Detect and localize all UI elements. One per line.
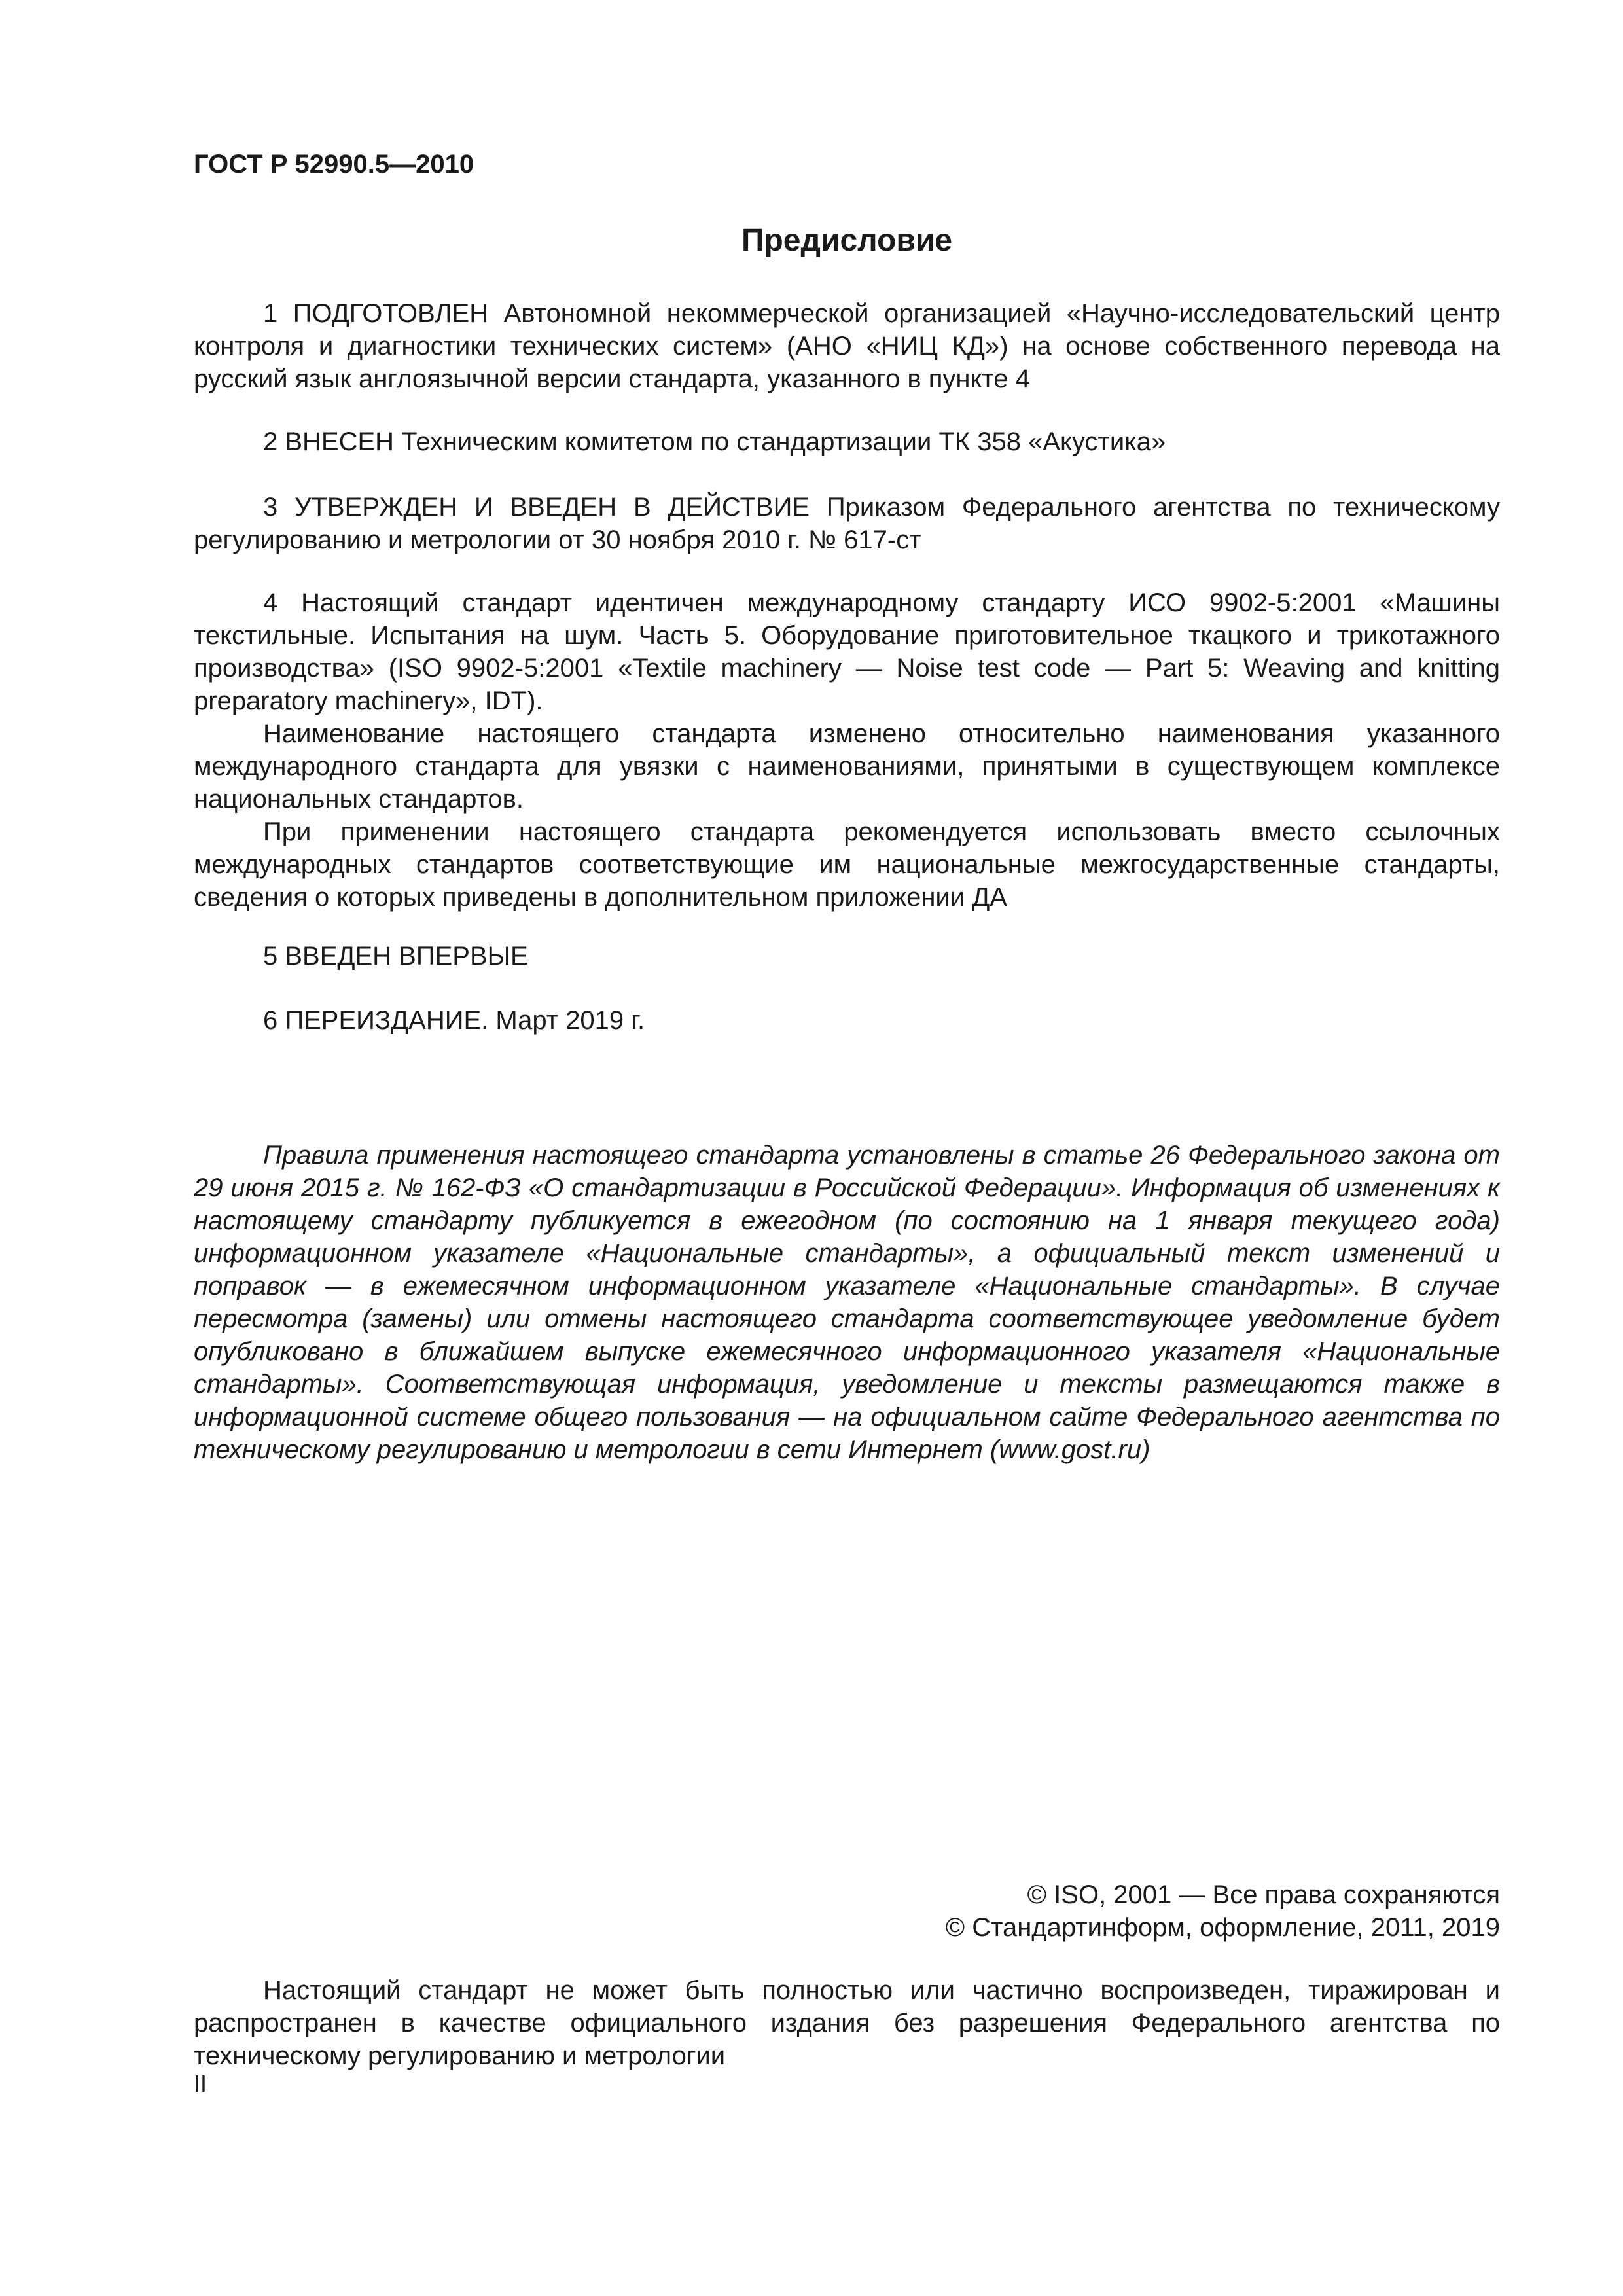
foreword-item-4 [194, 586, 1500, 914]
disclaimer-text: Настоящий стандарт не может быть полностью или частично воспроизведен, тиражирован и распространен в качестве официального издания без разрешения Федерального агентства по техническому регулированию и метрологии [194, 1976, 1500, 2070]
foreword-item-6 [194, 1004, 1500, 1037]
foreword-item-3 [194, 491, 1500, 556]
page-number: II [194, 2070, 207, 2097]
foreword-item-text: 2 ВНЕСЕН Техническим комитетом по стандартизации ТК 358 «Акустика» [263, 427, 1166, 456]
copyright-standartinform: © Стандартинформ, оформление, 2011, 2019 [945, 1913, 1500, 1942]
foreword-item-2 [194, 425, 1500, 458]
document-code: ГОСТ Р 52990.5—2010 [194, 150, 474, 179]
application-rules-notice [194, 1139, 1500, 1466]
foreword-item-text: 6 ПЕРЕИЗДАНИЕ. Март 2019 г. [263, 1006, 645, 1035]
foreword-item-1 [194, 297, 1500, 395]
foreword-item-text: 1 ПОДГОТОВЛЕН Автономной некоммерческой организацией «Научно-исследовательский центр контроля и диагностики технических систем» (АНО «НИЦ КД») на основе собственного перевода на русский язык англоязычной версии стандарта, указанного в пункте 4 [194, 299, 1500, 393]
foreword-item-4-paragraph: Наименование настоящего стандарта изменено относительно наименования указанного международного стандарта для увязки с наименованиями, принятыми в существующем комплексе национальных стандартов. [194, 719, 1500, 814]
notice-text: Правила применения настоящего стандарта установлены в статье 26 Федерального закона от 29 июня 2015 г. № 162-ФЗ «О стандартизации в Российской Федерации». Информация об изменениях к настоящему стандарту публикуется в ежегодном (по состоянию на 1 января текущего года) информационном указателе «Национальные стандарты», а официальный текст изменений и поправок — в ежемесячном информационном указателе «Национальные стандарты». В случае пересмотра (замены) или отмены настоящего стандарта соответствующее уведомление будет опубликовано в ближайшем выпуске ежемесячного информационного указателя «Национальные стандарты». Соответствующая информация, уведомление и тексты размещаются также в информационной системе общего пользования — на официальном сайте Федерального агентства по техническому регулированию и метрологии в сети Интернет (www.gost.ru) [194, 1141, 1500, 1464]
reproduction-disclaimer [194, 1974, 1500, 2072]
copyright-iso: © ISO, 2001 — Все права сохраняются [1027, 1880, 1500, 1909]
foreword-item-5 [194, 940, 1500, 973]
foreword-item-text: 4 Настоящий стандарт идентичен международному стандарту ИСО 9902-5:2001 «Машины текстильные. Испытания на шум. Часть 5. Оборудование приготовительное ткацкого и трикотажного производства» (ISO 9902-5:2001 «Textile machinery — Noise test code — Part 5: Weaving and knitting preparatory machinery», IDT). [194, 588, 1500, 715]
foreword-item-text: 5 ВВЕДЕН ВПЕРВЫЕ [263, 942, 528, 971]
copyright-block [946, 1878, 1500, 1944]
page-title: Предисловие [741, 223, 953, 258]
foreword-item-text: 3 УТВЕРЖДЕН И ВВЕДЕН В ДЕЙСТВИЕ Приказом Федерального агентства по техническому регулированию и метрологии от 30 ноября 2010 г. № 617-ст [194, 493, 1500, 554]
foreword-item-4-paragraph: При применении настоящего стандарта рекомендуется использовать вместо ссылочных международных стандартов соответствующие им национальные межгосударственные стандарты, сведения о которых приведены в дополнительном приложении ДА [194, 817, 1500, 912]
